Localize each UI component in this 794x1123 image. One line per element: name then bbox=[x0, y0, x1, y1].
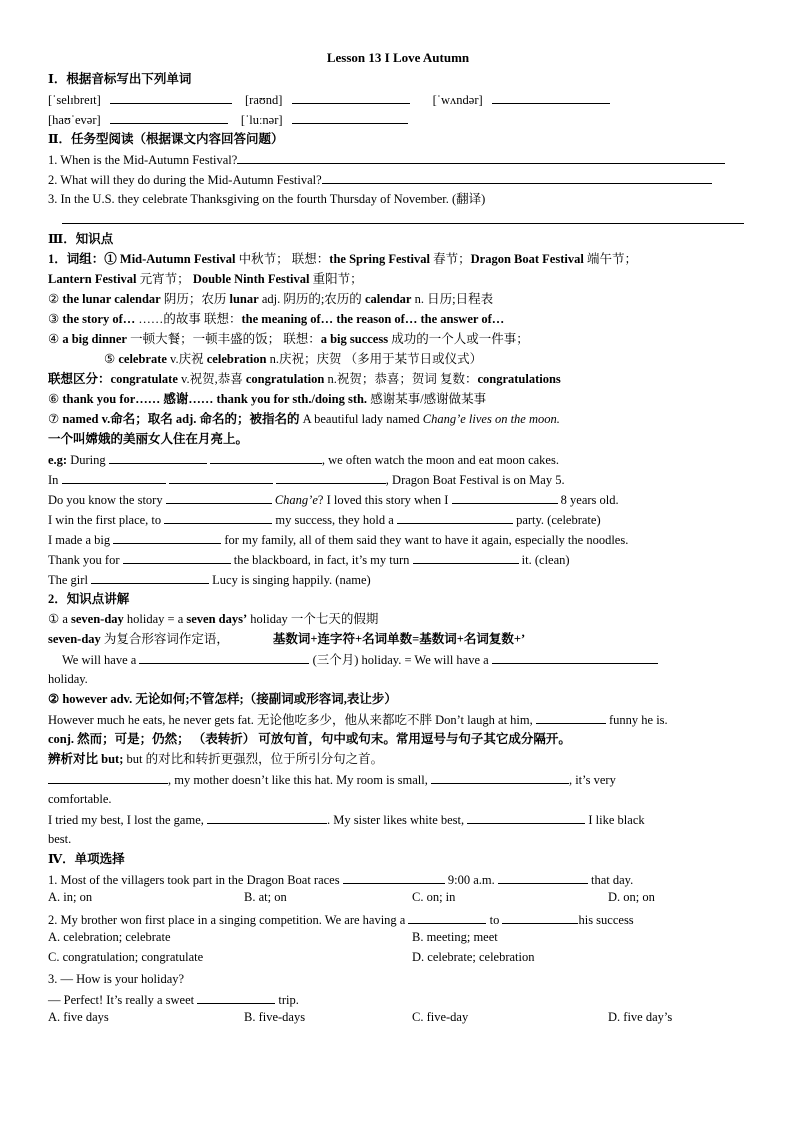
option-c[interactable]: C. five-day bbox=[412, 1010, 469, 1024]
label: e.g: bbox=[48, 453, 68, 467]
phrase: a big success bbox=[320, 332, 389, 346]
phrase-line-10: 一个叫嫦娥的美丽女人住在月亮上。 bbox=[48, 432, 249, 446]
subheading: 1．词组： bbox=[48, 252, 105, 266]
text: The girl bbox=[48, 573, 92, 587]
text: ……的故事 联想： bbox=[135, 312, 242, 326]
example-3 bbox=[48, 490, 619, 509]
phonetic-3: [ˈwʌndər] bbox=[432, 93, 483, 107]
answer-blank[interactable] bbox=[536, 710, 606, 724]
text: n. 日历;日程表 bbox=[411, 292, 494, 306]
answer-blank[interactable] bbox=[492, 650, 658, 664]
text: , my mother doesn’t like this hat. My room is small, bbox=[168, 773, 431, 787]
text: Lucy is singing happily. (name) bbox=[209, 573, 371, 587]
text: n.祝贺；恭喜；贺词 复数： bbox=[324, 372, 478, 386]
text: ② bbox=[48, 292, 63, 306]
option-a[interactable]: A. in; on bbox=[48, 890, 93, 904]
text: , Dragon Boat Festival is on May 5. bbox=[385, 473, 565, 487]
answer-blank[interactable] bbox=[207, 810, 327, 824]
answer-line[interactable] bbox=[237, 150, 725, 164]
question-text: 9:00 a.m. bbox=[444, 873, 498, 887]
text: ⑥ bbox=[48, 392, 63, 406]
option-a[interactable]: A. five days bbox=[48, 1010, 109, 1024]
phonetic-1: [ˈselɪbreɪt] bbox=[48, 93, 101, 107]
phrase: calendar bbox=[364, 292, 412, 306]
text: ④ bbox=[48, 332, 63, 346]
phrase: Double Ninth Festival bbox=[192, 272, 310, 286]
phrase: seven-day bbox=[48, 632, 101, 646]
section-4-heading: Ⅳ．单项选择 bbox=[48, 852, 125, 866]
mc-question-1 bbox=[48, 870, 633, 889]
example-2 bbox=[48, 470, 565, 489]
phrase: celebrate bbox=[118, 352, 167, 366]
answer-blank[interactable] bbox=[276, 470, 386, 484]
question-text: 1. When is the Mid-Autumn Festival? bbox=[48, 153, 238, 167]
phrase: congratulations bbox=[477, 372, 561, 386]
example-5 bbox=[48, 530, 628, 549]
question-text: 2. My brother won first place in a singing competition. We are having a bbox=[48, 913, 409, 927]
text: 中秋节； 联想： bbox=[235, 252, 330, 266]
phrase: a big dinner bbox=[62, 332, 127, 346]
text: v.庆祝 bbox=[166, 352, 207, 366]
example-4 bbox=[48, 510, 601, 529]
answer-blank[interactable] bbox=[492, 90, 610, 104]
phrase: celebration bbox=[206, 352, 267, 366]
question-text: trip. bbox=[275, 993, 299, 1007]
phrase: thank you for sth./doing sth. bbox=[216, 392, 368, 406]
answer-blank[interactable] bbox=[413, 550, 519, 564]
phrase: the lunar calendar bbox=[62, 292, 161, 306]
knowledge-line-5: ② however adv. 无论如何;不管怎样;（接副词或形容词,表让步） bbox=[48, 692, 397, 706]
reading-question-3-line bbox=[62, 210, 744, 229]
rule: 基数词+连字符+名词单数=基数词+名词复数+’ bbox=[272, 632, 526, 646]
phonetic-4: [haʊˈevər] bbox=[48, 113, 101, 127]
answer-blank[interactable] bbox=[139, 650, 309, 664]
text: n.庆祝；庆贺 （多用于某节日或仪式） bbox=[266, 352, 483, 366]
option-b[interactable]: B. five-days bbox=[244, 1010, 306, 1024]
phrase: lunar bbox=[229, 292, 259, 306]
phrase: ① Mid-Autumn Festival bbox=[104, 252, 236, 266]
knowledge-line-2 bbox=[48, 630, 525, 648]
option-c[interactable]: C. on; in bbox=[412, 890, 456, 904]
answer-line[interactable] bbox=[322, 170, 712, 184]
text: 为复合形容词作定语， bbox=[100, 632, 229, 646]
answer-blank[interactable] bbox=[408, 910, 486, 924]
text: (三个月) holiday. = We will have a bbox=[312, 653, 492, 667]
text: 成功的一个人或一件事； bbox=[388, 332, 529, 346]
text: the blackboard, in fact, it’s my turn bbox=[230, 553, 413, 567]
text: , it’s very bbox=[568, 773, 616, 787]
text: v.祝贺,恭喜 bbox=[177, 372, 246, 386]
answer-blank[interactable] bbox=[62, 470, 166, 484]
text: I like black bbox=[585, 813, 645, 827]
knowledge-line-3 bbox=[62, 650, 658, 669]
phrase: the answer of… bbox=[420, 312, 505, 326]
option-c[interactable]: C. congratulation; congratulate bbox=[48, 950, 204, 964]
phrase: the Spring Festival bbox=[329, 252, 430, 266]
text: However much he eats, he never gets fat. 无论他吃多少，他从来都吃不胖 Don’t laugh at him, bbox=[48, 713, 536, 727]
phrase-line-4 bbox=[48, 310, 504, 328]
text: ① a bbox=[48, 612, 72, 626]
text: but 的对比和转折更强烈，位于所引分句之首。 bbox=[123, 752, 384, 766]
text: Chang’e bbox=[274, 493, 318, 507]
phrase: the meaning of… bbox=[241, 312, 334, 326]
phrase: seven-day bbox=[71, 612, 124, 626]
phrase: seven days’ bbox=[186, 612, 248, 626]
knowledge-line-6 bbox=[48, 710, 668, 729]
example-6 bbox=[48, 550, 570, 569]
answer-line[interactable] bbox=[62, 210, 744, 224]
option-d[interactable]: D. on; on bbox=[608, 890, 655, 904]
text: 春节； bbox=[430, 252, 471, 266]
mc-question-2 bbox=[48, 910, 634, 929]
answer-blank[interactable] bbox=[431, 770, 569, 784]
phrase: Lantern Festival bbox=[48, 272, 137, 286]
phrase-line-1 bbox=[48, 250, 637, 268]
option-a[interactable]: A. celebration; celebrate bbox=[48, 930, 171, 944]
answer-blank[interactable] bbox=[110, 110, 228, 124]
text: . My sister likes white best, bbox=[327, 813, 468, 827]
text: 感谢某事/感谢做某事 bbox=[367, 392, 487, 406]
answer-blank[interactable] bbox=[109, 450, 207, 464]
knowledge-line-1 bbox=[48, 610, 378, 628]
phrase: named v.命名；取名 adj. 命名的；被指名的 bbox=[62, 412, 300, 426]
example-1 bbox=[48, 450, 559, 469]
text: 8 years old. bbox=[557, 493, 619, 507]
knowledge-line-10: comfortable. bbox=[48, 792, 112, 806]
text: 阴历；农历 bbox=[160, 292, 230, 306]
knowledge-line-4: holiday. bbox=[48, 672, 88, 686]
phrase-line-9 bbox=[48, 410, 560, 428]
question-text: 1. Most of the villagers took part in the Dragon Boat races bbox=[48, 873, 343, 887]
text: ③ bbox=[48, 312, 63, 326]
question-text: 2. What will they do during the Mid-Autumn Festival? bbox=[48, 173, 322, 187]
phonetic-row-2 bbox=[48, 110, 408, 129]
answer-blank[interactable] bbox=[502, 910, 578, 924]
text: We will have a bbox=[62, 653, 140, 667]
phrase-line-5 bbox=[48, 330, 529, 348]
phrase-line-3 bbox=[48, 290, 493, 308]
knowledge-line-9 bbox=[48, 770, 616, 789]
text: party. (celebrate) bbox=[512, 513, 601, 527]
answer-blank[interactable] bbox=[91, 570, 209, 584]
answer-blank[interactable] bbox=[164, 510, 272, 524]
answer-blank[interactable] bbox=[397, 510, 513, 524]
subheading-2: 2．知识点讲解 bbox=[48, 592, 130, 606]
text: holiday = a bbox=[123, 612, 187, 626]
mc-question-3: 3. — How is your holiday? bbox=[48, 972, 185, 986]
text: In bbox=[48, 473, 62, 487]
text: ? I loved this story when I bbox=[317, 493, 452, 507]
phrase: congratulate bbox=[110, 372, 178, 386]
phrase: the story of… bbox=[62, 312, 136, 326]
answer-blank[interactable] bbox=[292, 110, 408, 124]
text: 重阳节； bbox=[309, 272, 363, 286]
phonetic-row-1 bbox=[48, 90, 610, 109]
section-2-heading: Ⅱ．任务型阅读（根据课文内容回答问题） bbox=[48, 132, 284, 146]
knowledge-line-8 bbox=[48, 750, 383, 768]
text: adj. 阴历的;农历的 bbox=[258, 292, 365, 306]
reading-question-1 bbox=[48, 150, 725, 169]
section-1-heading: Ⅰ．根据音标写出下列单词 bbox=[48, 72, 192, 86]
question-text: that day. bbox=[587, 873, 634, 887]
phrase-line-2 bbox=[48, 270, 363, 288]
knowledge-line-7: conj. 然而；可是；仍然； （表转折） 可放句首，句中或句末。常用逗号与句子其它成分隔开。 bbox=[48, 732, 571, 746]
text: holiday 一个七天的假期 bbox=[247, 612, 379, 626]
phrase-line-8 bbox=[48, 390, 486, 408]
text: funny he is. bbox=[605, 713, 668, 727]
answer-blank[interactable] bbox=[197, 990, 275, 1004]
answer-blank[interactable] bbox=[110, 90, 232, 104]
reading-question-3: 3. In the U.S. they celebrate Thanksgiving on the fourth Thursday of November. (翻译) bbox=[48, 192, 486, 206]
answer-blank[interactable] bbox=[343, 870, 445, 884]
answer-blank[interactable] bbox=[292, 90, 410, 104]
answer-blank[interactable] bbox=[210, 450, 322, 464]
answer-blank[interactable] bbox=[452, 490, 558, 504]
text: A beautiful lady named bbox=[299, 412, 423, 426]
phrase-line-7 bbox=[48, 370, 561, 388]
text: 一顿大餐；一顿丰盛的饭； 联想： bbox=[126, 332, 321, 346]
section-3-heading: Ⅲ．知识点 bbox=[48, 232, 114, 246]
text: 联想区分： bbox=[48, 372, 111, 386]
phrase: congratulation bbox=[245, 372, 325, 386]
question-text: to bbox=[486, 913, 503, 927]
phrase: the reason of… bbox=[336, 312, 418, 326]
option-b[interactable]: B. at; on bbox=[244, 890, 287, 904]
answer-blank[interactable] bbox=[166, 490, 272, 504]
text: my success, they hold a bbox=[272, 513, 397, 527]
answer-blank[interactable] bbox=[169, 470, 273, 484]
answer-blank[interactable] bbox=[123, 550, 231, 564]
page-title: Lesson 13 I Love Autumn bbox=[326, 50, 470, 65]
answer-blank[interactable] bbox=[498, 870, 588, 884]
question-text: — Perfect! It’s really a sweet bbox=[48, 993, 198, 1007]
text: 元宵节； bbox=[136, 272, 193, 286]
text: Chang’e lives on the moon. bbox=[422, 412, 560, 426]
option-d[interactable]: D. five day’s bbox=[608, 1010, 673, 1024]
answer-blank[interactable] bbox=[113, 530, 221, 544]
text: it. (clean) bbox=[518, 553, 570, 567]
text: I win the first place, to bbox=[48, 513, 165, 527]
text: 端午节； bbox=[583, 252, 637, 266]
example-7 bbox=[48, 570, 371, 589]
text: I made a big bbox=[48, 533, 114, 547]
knowledge-line-11 bbox=[48, 810, 645, 829]
text: I tried my best, I lost the game, bbox=[48, 813, 207, 827]
mc-question-3-line-2 bbox=[48, 990, 299, 1009]
text: Thank you for bbox=[48, 553, 123, 567]
text: for my family, all of them said they want to have it again, especially the noodles. bbox=[221, 533, 629, 547]
phonetic-5: [ˈluːnər] bbox=[240, 113, 283, 127]
text: 辨析对比 but; bbox=[48, 752, 124, 766]
phonetic-2: [raʊnd] bbox=[245, 93, 283, 107]
answer-blank[interactable] bbox=[467, 810, 585, 824]
phrase: thank you for…… bbox=[62, 392, 161, 406]
text: ⑤ bbox=[104, 352, 119, 366]
reading-question-2 bbox=[48, 170, 712, 189]
text: 感谢…… bbox=[160, 392, 217, 406]
option-b[interactable]: B. meeting; meet bbox=[412, 930, 498, 944]
text: Do you know the story bbox=[48, 493, 166, 507]
text: , we often watch the moon and eat moon cakes. bbox=[321, 453, 559, 467]
phrase-line-6 bbox=[104, 350, 482, 368]
text: During bbox=[67, 453, 109, 467]
phrase: Dragon Boat Festival bbox=[470, 252, 584, 266]
text: ⑦ bbox=[48, 412, 63, 426]
answer-blank[interactable] bbox=[48, 770, 168, 784]
option-d[interactable]: D. celebrate; celebration bbox=[412, 950, 535, 964]
knowledge-line-12: best. bbox=[48, 832, 72, 846]
question-text: his success bbox=[578, 913, 634, 927]
